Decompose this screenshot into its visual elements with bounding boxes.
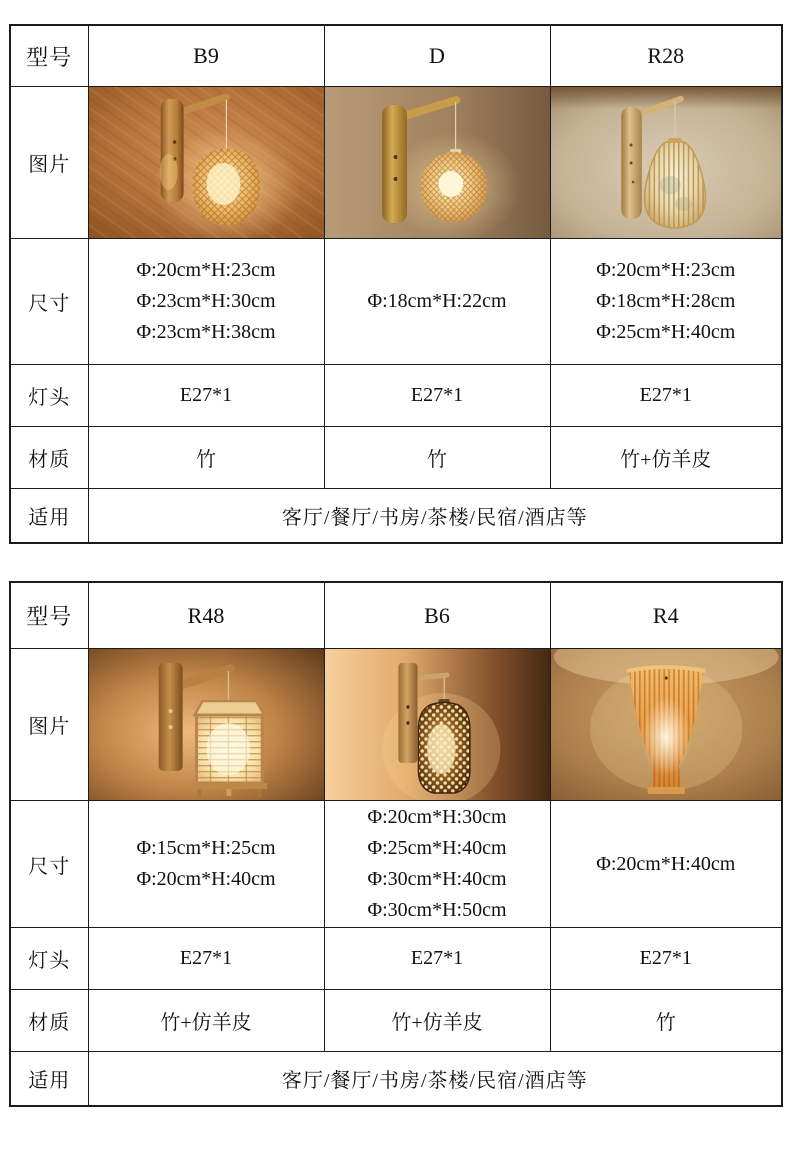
row-label-holder: 灯头: [10, 365, 88, 427]
holder-d: E27*1: [324, 365, 550, 427]
photo-d-wall-lamp: [325, 87, 550, 238]
usage-row: [10, 1052, 782, 1107]
photo-row: [10, 649, 782, 801]
row-label-material: 材质: [10, 990, 88, 1052]
sizes-b6: Φ:20cm*H:30cm Φ:25cm*H:40cm Φ:30cm*H:40cm Φ:30cm*H:50cm: [324, 801, 550, 928]
material-d: 竹: [324, 427, 550, 489]
usage-value: 客厅/餐厅/书房/茶楼/民宿/酒店等: [88, 1052, 782, 1107]
holder-r28: E27*1: [550, 365, 782, 427]
photo-b6-wall-lamp: [325, 649, 550, 800]
photo-r4-wall-lamp: [551, 649, 782, 800]
model-row: [10, 25, 782, 87]
row-label-holder: 灯头: [10, 928, 88, 990]
model-r4: R4: [550, 582, 782, 649]
material-row: [10, 427, 782, 489]
material-r4: 竹: [550, 990, 782, 1052]
holder-r48: E27*1: [88, 928, 324, 990]
material-r48: 竹+仿羊皮: [88, 990, 324, 1052]
model-r28: R28: [550, 25, 782, 87]
usage-row: [10, 489, 782, 544]
row-label-size: 尺寸: [10, 801, 88, 928]
size-row: [10, 239, 782, 365]
row-label-material: 材质: [10, 427, 88, 489]
sizes-b9: Φ:20cm*H:23cm Φ:23cm*H:30cm Φ:23cm*H:38cm: [88, 239, 324, 365]
size-row: [10, 801, 782, 928]
photo-cell-b6: [324, 649, 550, 801]
photo-r48-wall-lamp: [89, 649, 324, 800]
material-b9: 竹: [88, 427, 324, 489]
spec-table-2: [9, 581, 783, 1107]
holder-r4: E27*1: [550, 928, 782, 990]
model-b6: B6: [324, 582, 550, 649]
row-label-model: 型号: [10, 582, 88, 649]
photo-cell-r48: [88, 649, 324, 801]
photo-r28-wall-lamp: [551, 87, 782, 238]
photo-cell-r28: [550, 87, 782, 239]
lamp-holder-row: [10, 928, 782, 990]
sizes-r48: Φ:15cm*H:25cm Φ:20cm*H:40cm: [88, 801, 324, 928]
usage-value: 客厅/餐厅/书房/茶楼/民宿/酒店等: [88, 489, 782, 544]
row-label-size: 尺寸: [10, 239, 88, 365]
sizes-r4: Φ:20cm*H:40cm: [550, 801, 782, 928]
material-b6: 竹+仿羊皮: [324, 990, 550, 1052]
material-row: [10, 990, 782, 1052]
sizes-r28: Φ:20cm*H:23cm Φ:18cm*H:28cm Φ:25cm*H:40cm: [550, 239, 782, 365]
row-label-usage: 适用: [10, 489, 88, 544]
holder-b9: E27*1: [88, 365, 324, 427]
model-d: D: [324, 25, 550, 87]
model-row: [10, 582, 782, 649]
model-b9: B9: [88, 25, 324, 87]
row-label-model: 型号: [10, 25, 88, 87]
row-label-usage: 适用: [10, 1052, 88, 1107]
material-r28: 竹+仿羊皮: [550, 427, 782, 489]
holder-b6: E27*1: [324, 928, 550, 990]
sizes-d: Φ:18cm*H:22cm: [324, 239, 550, 365]
photo-row: [10, 87, 782, 239]
lamp-holder-row: [10, 365, 782, 427]
model-r48: R48: [88, 582, 324, 649]
row-label-photo: 图片: [10, 87, 88, 239]
photo-cell-r4: [550, 649, 782, 801]
photo-b9-wall-lamp: [89, 87, 324, 238]
photo-cell-b9: [88, 87, 324, 239]
photo-cell-d: [324, 87, 550, 239]
row-label-photo: 图片: [10, 649, 88, 801]
spec-table-1: [9, 24, 783, 544]
